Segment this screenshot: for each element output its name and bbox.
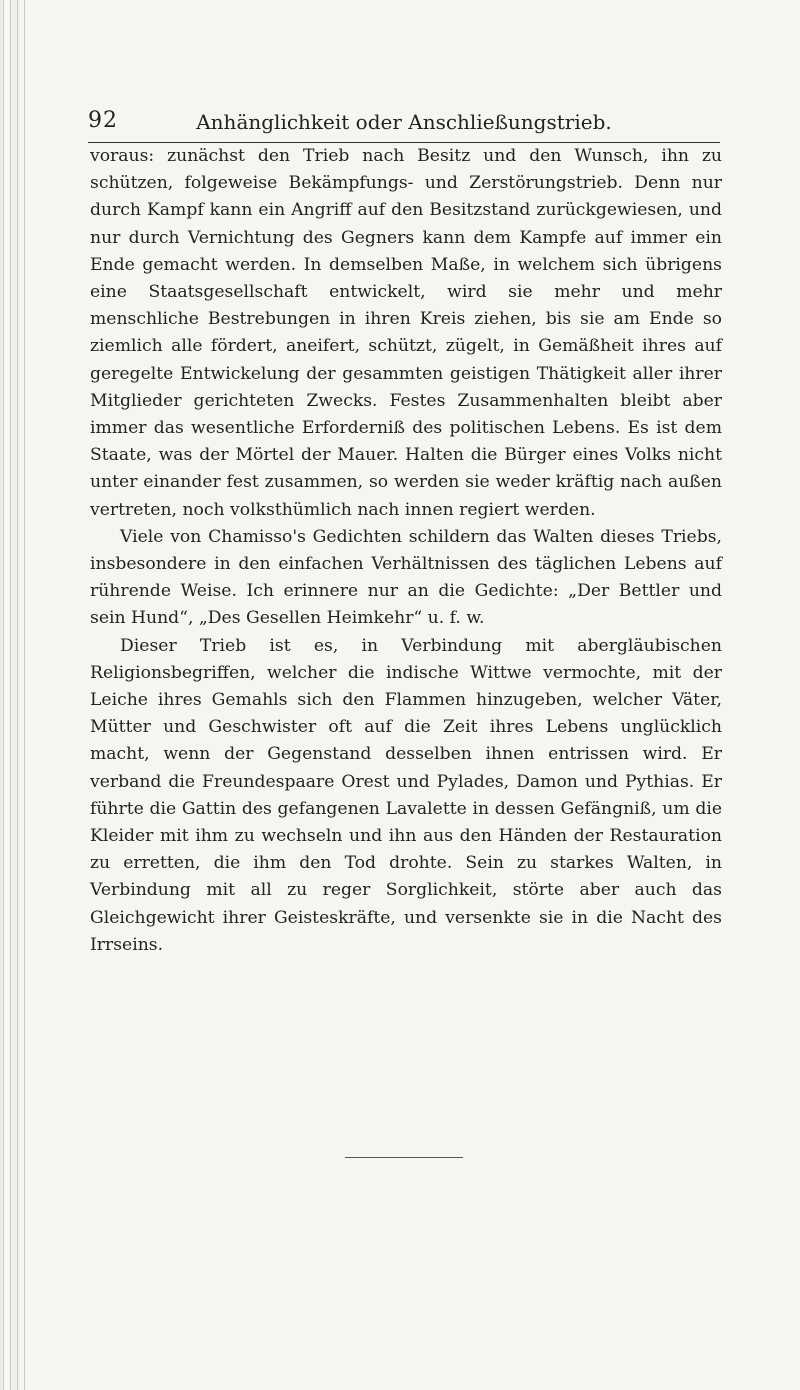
paragraph: voraus: zunächst den Trieb nach Besitz und den Wunsch, ihn zu schützen, folgeweise Bekämpfungs- und Zerstörungstrieb. Denn nur durch Kampf kann ein Angriff auf den Besitzstand zurückgewiesen, und nur durch Vernichtung des Gegners kann dem Kampfe auf immer ein Ende gemacht werden. In demselben Maße, in welchem sich übrigens eine Staatsgesellschaft entwickelt, wird sie mehr und mehr menschliche Bestrebungen in ihren Kreis ziehen, bis sie am Ende so ziemlich alle fördert, aneifert, schützt, zügelt, in Gemäßheit ihres auf geregelte Entwickelung der gesammten geistigen Thätigkeit aller ihrer Mitglieder gerichteten Zwecks. Festes Zusammenhalten bleibt aber immer das wesentliche Erforderniß des politischen Lebens. Es ist dem Staate, was der Mörtel der Mauer. Halten die Bürger eines Volks nicht unter einander fest zusammen, so werden sie weder kräftig nach außen vertreten, noch volksthümlich nach innen regiert werden.: [90, 146, 722, 520]
spine-line: [24, 0, 25, 1390]
spine-line: [3, 0, 4, 1390]
page-number: 92: [88, 108, 118, 133]
page-header: [88, 102, 720, 143]
paragraph: Viele von Chamisso's Gedichten schildern das Walten dieses Triebs, insbesondere in den einfachen Verhältnissen des täglichen Lebens auf rührende Weise. Ich erinnere nur an die Gedichte: „Der Bettler und sein Hund“, „Des Gesellen Heimkehr“ u. f. w.: [90, 526, 722, 629]
closing-rule: [345, 1157, 463, 1158]
running-title: Anhänglichkeit oder Anschließungstrieb.: [196, 110, 612, 134]
book-spine: [0, 0, 32, 1390]
spine-line: [17, 0, 18, 1390]
body-text: [90, 143, 722, 959]
spine-line: [10, 0, 11, 1390]
paragraph: Dieser Trieb ist es, in Verbindung mit abergläubischen Religionsbegriffen, welcher die indische Wittwe vermochte, mit der Leiche ihres Gemahls sich den Flammen hinzugeben, welcher Väter, Mütter und Geschwister oft auf die Zeit ihres Lebens unglücklich macht, wenn der Gegenstand desselben ihnen entrissen wird. Er verband die Freundespaare Orest und Pylades, Damon und Pythias. Er führte die Gattin des gefangenen Lavalette in dessen Gefängniß, um die Kleider mit ihm zu wechseln und ihn aus den Händen der Restauration zu erretten, die ihm den Tod drohte. Sein zu starkes Walten, in Verbindung mit all zu reger Sorglichkeit, störte aber auch das Gleichgewicht ihrer Geisteskräfte, und versenkte sie in die Nacht des Irrseins.: [90, 635, 722, 955]
